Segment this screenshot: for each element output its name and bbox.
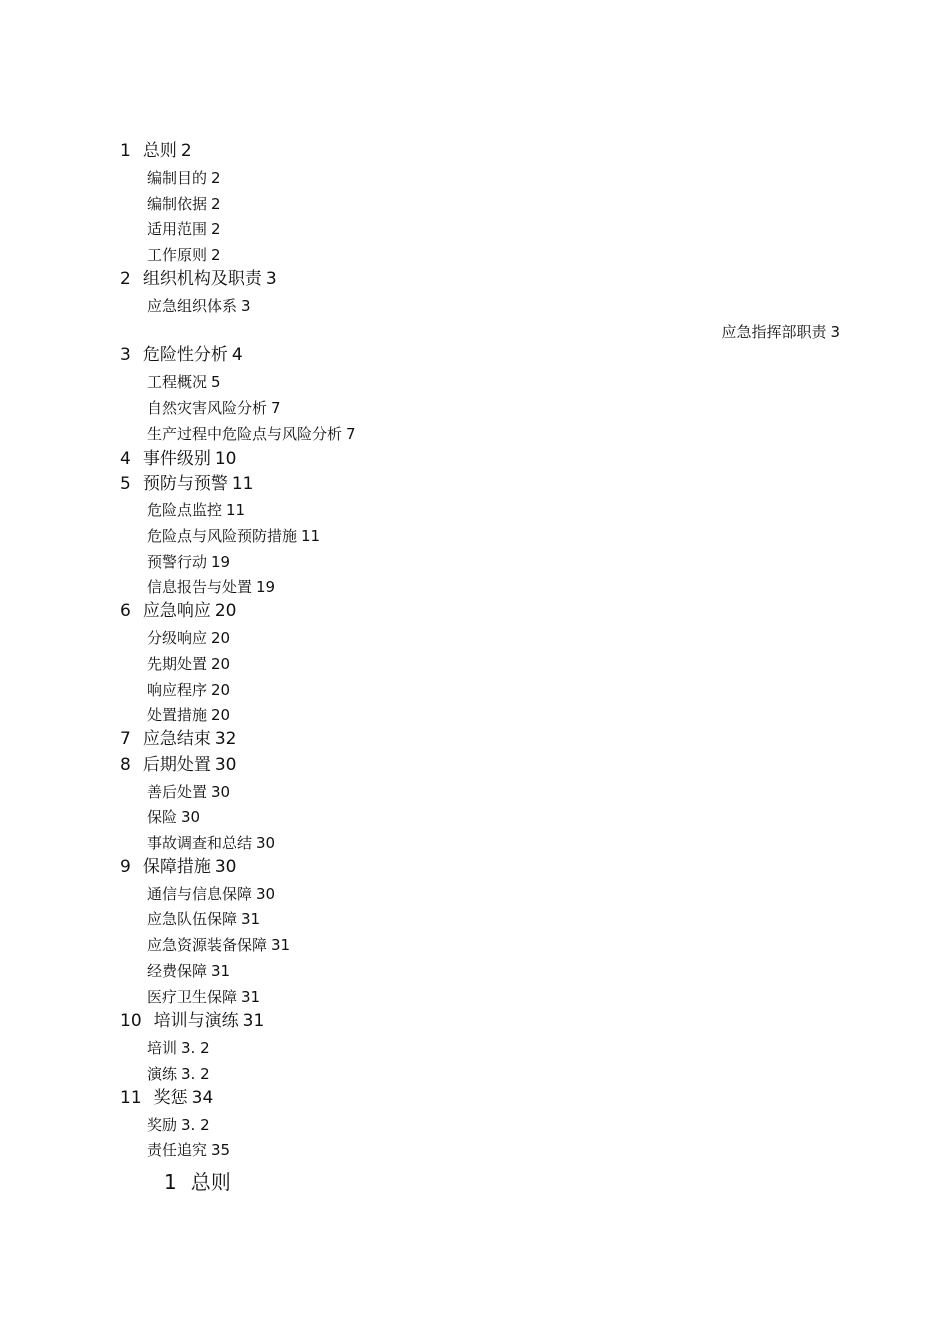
toc-entry-number: 1 [120, 141, 131, 161]
toc-section-entry [147, 1118, 210, 1133]
toc-entry-page: 20 [211, 706, 231, 724]
toc-entry-title: 经费保障 [147, 962, 208, 980]
toc-entry-number: 9 [120, 857, 131, 877]
toc-entry-page: 30 [256, 885, 276, 903]
toc-chapter-entry [120, 271, 277, 288]
toc-entry-page: 30 [214, 755, 237, 775]
toc-section-entry [147, 171, 221, 186]
toc-entry-page: 31 [271, 936, 291, 954]
toc-section-entry [147, 708, 230, 723]
toc-entry-number: 2 [120, 269, 131, 289]
toc-section-entry [147, 810, 200, 825]
section-heading [164, 1172, 231, 1192]
toc-entry-page: 3. 2 [181, 1116, 210, 1134]
toc-section-entry [147, 555, 230, 570]
toc-section-entry [147, 964, 230, 979]
toc-entry-title: 后期处置 [142, 755, 211, 775]
toc-chapter-entry [120, 143, 192, 160]
toc-entry-number: 5 [120, 474, 131, 494]
toc-entry-title: 演练 [147, 1065, 178, 1083]
toc-section-entry [147, 683, 230, 698]
toc-entry-page: 2 [211, 169, 221, 187]
toc-section-entry [147, 503, 245, 518]
toc-entry-number: 7 [120, 729, 131, 749]
toc-chapter-entry [120, 859, 236, 876]
toc-entry-number: 3 [120, 345, 131, 365]
toc-entry-page: 4 [231, 345, 243, 365]
toc-entry-page: 32 [214, 729, 237, 749]
toc-section-entry [147, 938, 290, 953]
toc-entry-title: 信息报告与处置 [147, 578, 253, 596]
toc-entry-title: 分级响应 [147, 629, 208, 647]
toc-entry-page: 11 [231, 474, 254, 494]
toc-entry-title: 编制目的 [147, 169, 208, 187]
toc-entry-page: 30 [211, 783, 231, 801]
toc-section-entry [147, 836, 275, 851]
toc-entry-title: 善后处置 [147, 783, 208, 801]
toc-chapter-entry [120, 757, 236, 774]
toc-entry-page: 11 [226, 501, 246, 519]
toc-entry-title: 自然灾害风险分析 [147, 399, 268, 417]
toc-entry-page: 31 [242, 1011, 265, 1031]
toc-entry-title: 总则 [142, 141, 177, 161]
toc-entry-title: 危险性分析 [142, 345, 228, 365]
toc-entry-title: 培训 [147, 1039, 178, 1057]
toc-entry-title: 工程概况 [147, 373, 208, 391]
toc-entry-page: 31 [241, 988, 261, 1006]
toc-section-entry [147, 401, 281, 416]
toc-section-entry [147, 197, 221, 212]
toc-entry-title: 培训与演练 [153, 1011, 239, 1031]
toc-entry-title: 处置措施 [147, 706, 208, 724]
toc-entry-title: 奖励 [147, 1116, 178, 1134]
toc-entry-title: 先期处置 [147, 655, 208, 673]
toc-entry-title: 应急组织体系 [147, 297, 238, 315]
toc-entry-page: 2 [211, 195, 221, 213]
toc-entry-page: 7 [271, 399, 281, 417]
toc-entry-title: 奖惩 [153, 1088, 188, 1108]
toc-entry-page: 3 [241, 297, 251, 315]
toc-entry-title: 保险 [147, 808, 178, 826]
toc-entry-title: 适用范围 [147, 220, 208, 238]
toc-section-entry [147, 580, 275, 595]
toc-entry-title: 危险点与风险预防措施 [147, 527, 298, 545]
toc-entry-page: 34 [191, 1088, 214, 1108]
toc-entry-title: 事故调查和总结 [147, 834, 253, 852]
toc-entry-page: 19 [256, 578, 276, 596]
toc-entry-title: 责任追究 [147, 1141, 208, 1159]
toc-entry-title: 应急资源装备保障 [147, 936, 268, 954]
toc-section-entry [147, 222, 221, 237]
toc-chapter-entry [120, 451, 236, 468]
toc-entry-title: 预防与预警 [142, 474, 228, 494]
toc-entry-title: 应急指挥部职责 [721, 323, 827, 341]
toc-entry-title: 危险点监控 [147, 501, 223, 519]
toc-entry-title: 保障措施 [142, 857, 211, 877]
toc-entry-page: 30 [214, 857, 237, 877]
toc-entry-number: 4 [120, 449, 131, 469]
toc-entry-title: 编制依据 [147, 195, 208, 213]
toc-entry-page: 3 [265, 269, 277, 289]
toc-section-entry [147, 248, 221, 263]
toc-entry-number: 11 [120, 1088, 142, 1108]
toc-entry-page: 20 [211, 629, 231, 647]
toc-entry-title: 预警行动 [147, 553, 208, 571]
toc-section-entry [147, 785, 230, 800]
toc-chapter-entry [120, 1090, 213, 1107]
toc-chapter-entry [120, 603, 236, 620]
toc-entry-page: 31 [211, 962, 231, 980]
toc-entry-title: 医疗卫生保障 [147, 988, 238, 1006]
toc-chapter-entry [120, 731, 236, 748]
toc-entry-page: 3 [830, 323, 840, 341]
toc-entry-page: 2 [211, 246, 221, 264]
toc-entry-title: 应急响应 [142, 601, 211, 621]
toc-entry-page: 20 [214, 601, 237, 621]
toc-entry-page: 2 [180, 141, 192, 161]
toc-entry-title: 应急结束 [142, 729, 211, 749]
toc-entry-number: 6 [120, 601, 131, 621]
toc-section-entry [147, 912, 260, 927]
toc-chapter-entry [120, 347, 243, 364]
toc-section-entry [147, 990, 260, 1005]
toc-section-entry [147, 631, 230, 646]
toc-entry-page: 20 [211, 655, 231, 673]
toc-entry-number: 8 [120, 755, 131, 775]
toc-section-entry [147, 375, 221, 390]
toc-section-entry [147, 427, 356, 442]
toc-section-entry [147, 529, 320, 544]
toc-entry-page: 3. 2 [181, 1065, 210, 1083]
toc-entry-page: 5 [211, 373, 221, 391]
toc-entry-title: 工作原则 [147, 246, 208, 264]
section-heading-number: 1 [164, 1170, 177, 1194]
toc-entry-page: 11 [301, 527, 321, 545]
toc-entry-title: 响应程序 [147, 681, 208, 699]
toc-entry-page: 35 [211, 1141, 231, 1159]
toc-entry-title: 事件级别 [142, 449, 211, 469]
toc-chapter-entry [120, 476, 253, 493]
toc-entry-page: 2 [211, 220, 221, 238]
toc-section-entry [147, 1041, 210, 1056]
toc-entry-title: 应急队伍保障 [147, 910, 238, 928]
toc-entry-page: 7 [346, 425, 356, 443]
toc-entry-page: 20 [211, 681, 231, 699]
toc-section-entry [147, 887, 275, 902]
toc-section-entry [147, 657, 230, 672]
toc-entry-page: 31 [241, 910, 261, 928]
toc-entry-title: 通信与信息保障 [147, 885, 253, 903]
toc-entry-title: 生产过程中危险点与风险分析 [147, 425, 343, 443]
toc-section-entry [147, 299, 251, 314]
toc-section-entry [721, 325, 840, 340]
toc-entry-page: 30 [256, 834, 276, 852]
toc-chapter-entry [120, 1013, 264, 1030]
toc-entry-page: 3. 2 [181, 1039, 210, 1057]
toc-section-entry [147, 1067, 210, 1082]
toc-entry-title: 组织机构及职责 [142, 269, 262, 289]
toc-entry-number: 10 [120, 1011, 142, 1031]
toc-entry-page: 19 [211, 553, 231, 571]
section-heading-title: 总则 [190, 1170, 231, 1194]
toc-entry-page: 30 [181, 808, 201, 826]
toc-entry-page: 10 [214, 449, 237, 469]
toc-section-entry [147, 1143, 230, 1158]
